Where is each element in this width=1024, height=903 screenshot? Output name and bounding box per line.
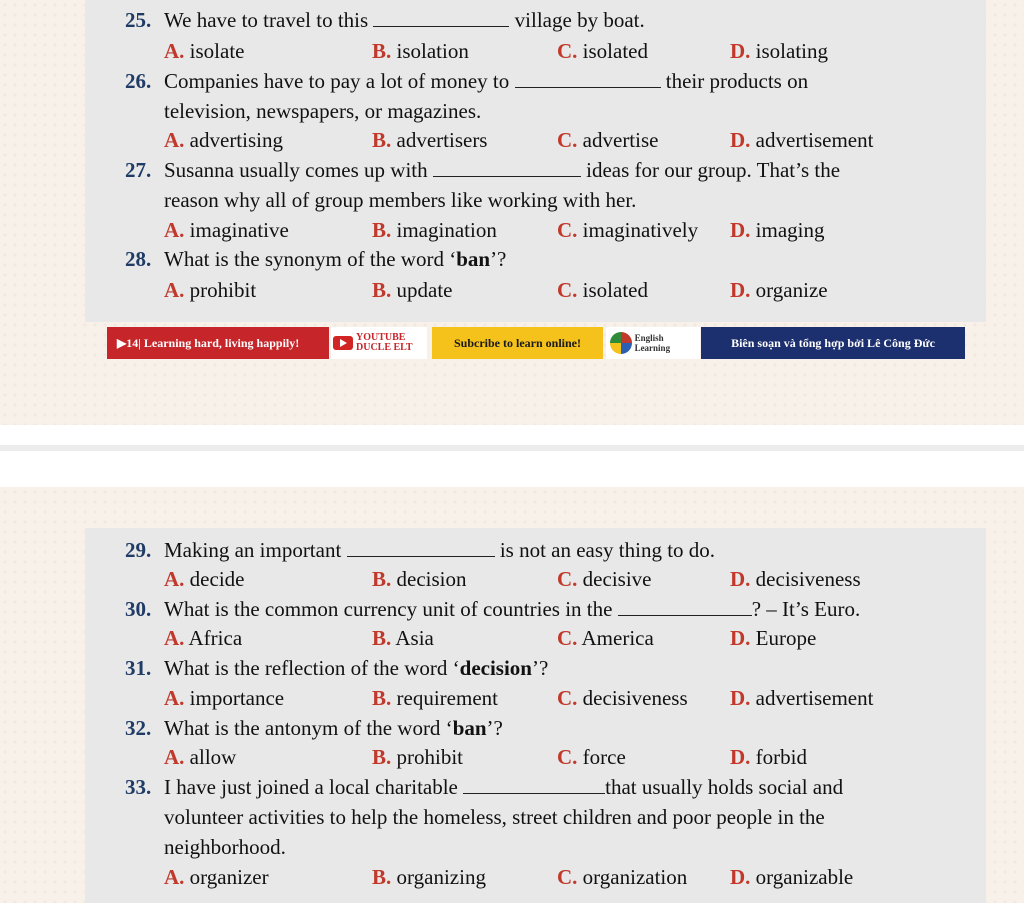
option-c[interactable]: C. advertise <box>557 128 659 152</box>
option-d[interactable]: D. forbid <box>730 745 807 769</box>
brand-logo <box>606 327 700 359</box>
footer-slogan: ▶14| Learning hard, living happily! <box>107 327 329 359</box>
youtube-channel-link[interactable] <box>331 327 427 359</box>
logo-icon <box>610 332 632 354</box>
option-b[interactable]: B. decision <box>372 567 467 591</box>
option-d[interactable]: D. isolating <box>730 39 829 63</box>
question-text: I have just joined a local charitable <box>164 775 458 799</box>
option-c[interactable]: C. imaginatively <box>557 218 699 242</box>
option-d[interactable]: D. decisiveness <box>730 567 861 591</box>
author-credit: Biên soạn và tổng hợp bởi Lê Công Đức <box>701 327 965 359</box>
question-text: We have to travel to this <box>164 8 369 32</box>
option-b[interactable]: B. requirement <box>372 686 498 710</box>
option-b[interactable]: B. imagination <box>372 218 497 242</box>
answer-blank <box>433 158 581 177</box>
question-text: What is the reflection of the word ‘ <box>164 656 460 680</box>
key-word: decision <box>459 656 532 680</box>
question-text: ideas for our group. That’s the <box>586 158 841 182</box>
question-number: 27. <box>125 158 152 182</box>
question-text: their products on <box>665 69 809 93</box>
option-d[interactable]: D. advertisement <box>730 128 874 152</box>
question-number: 31. <box>125 656 152 680</box>
option-a[interactable]: A. prohibit <box>164 278 257 302</box>
youtube-label: YOUTUBE <box>356 332 406 343</box>
subscribe-badge[interactable]: Subcribe to learn online! <box>432 327 603 359</box>
option-b[interactable]: B. advertisers <box>372 128 488 152</box>
question-number: 33. <box>125 775 152 799</box>
question-text: Susanna usually comes up with <box>164 158 428 182</box>
option-a[interactable]: A. organizer <box>164 865 269 889</box>
question-text: ’? <box>490 247 507 271</box>
option-d[interactable]: D. advertisement <box>730 686 874 710</box>
option-a[interactable]: A. advertising <box>164 128 283 152</box>
option-c[interactable]: C. force <box>557 745 626 769</box>
question-text: is not an easy thing to do. <box>499 538 716 562</box>
key-word: ban <box>452 716 487 740</box>
question-number: 25. <box>125 8 152 32</box>
option-d[interactable]: D. Europe <box>730 626 817 650</box>
page-gap <box>0 425 1024 487</box>
option-a[interactable]: A. isolate <box>164 39 245 63</box>
question-text-continued: neighborhood. <box>164 835 286 859</box>
question-text-continued: volunteer activities to help the homeless, street children and poor people in the <box>164 805 825 829</box>
option-a[interactable]: A. decide <box>164 567 245 591</box>
option-c[interactable]: C. isolated <box>557 278 648 302</box>
question-text: Making an important <box>164 538 342 562</box>
youtube-icon <box>333 336 353 350</box>
option-a[interactable]: A. importance <box>164 686 285 710</box>
question-text: ’? <box>531 656 549 680</box>
question-text-continued: television, newspapers, or magazines. <box>164 99 482 123</box>
question-text: that usually holds social and <box>605 775 844 799</box>
option-c[interactable]: C. isolated <box>557 39 648 63</box>
option-b[interactable]: B. prohibit <box>372 745 464 769</box>
question-text: village by boat. <box>514 8 645 32</box>
channel-name: DUCLE ELT <box>356 342 413 353</box>
option-a[interactable]: A. imaginative <box>164 218 289 242</box>
answer-blank <box>347 538 495 557</box>
question-text: What is the synonym of the word ‘ <box>164 247 457 271</box>
question-number: 28. <box>125 247 152 271</box>
option-c[interactable]: C. decisiveness <box>557 686 688 710</box>
logo-text: English Learning <box>634 333 671 353</box>
option-c[interactable]: C. America <box>557 626 654 650</box>
question-number: 32. <box>125 716 152 740</box>
option-a[interactable]: A. Africa <box>164 626 243 650</box>
option-b[interactable]: B. update <box>372 278 453 302</box>
option-d[interactable]: D. organizable <box>730 865 854 889</box>
question-text: Companies have to pay a lot of money to <box>164 69 510 93</box>
question-text: ’? <box>486 716 503 740</box>
option-b[interactable]: B. isolation <box>372 39 469 63</box>
option-d[interactable]: D. organize <box>730 278 828 302</box>
question-number: 26. <box>125 69 152 93</box>
question-number: 30. <box>125 597 152 621</box>
question-text: ? – It’s Euro. <box>751 597 861 621</box>
option-d[interactable]: D. imaging <box>730 218 825 242</box>
answer-blank <box>515 69 661 88</box>
answer-blank <box>373 8 509 27</box>
question-text: What is the common currency unit of countries in the <box>164 597 613 621</box>
question-text-continued: reason why all of group members like working with her. <box>164 188 637 212</box>
option-c[interactable]: C. organization <box>557 865 688 889</box>
option-a[interactable]: A. allow <box>164 745 237 769</box>
option-b[interactable]: B. Asia <box>372 626 434 650</box>
answer-blank <box>618 597 752 616</box>
question-number: 29. <box>125 538 152 562</box>
key-word: ban <box>456 247 491 271</box>
question-text: What is the antonym of the word ‘ <box>164 716 453 740</box>
option-b[interactable]: B. organizing <box>372 865 486 889</box>
option-c[interactable]: C. decisive <box>557 567 652 591</box>
answer-blank <box>463 775 605 794</box>
